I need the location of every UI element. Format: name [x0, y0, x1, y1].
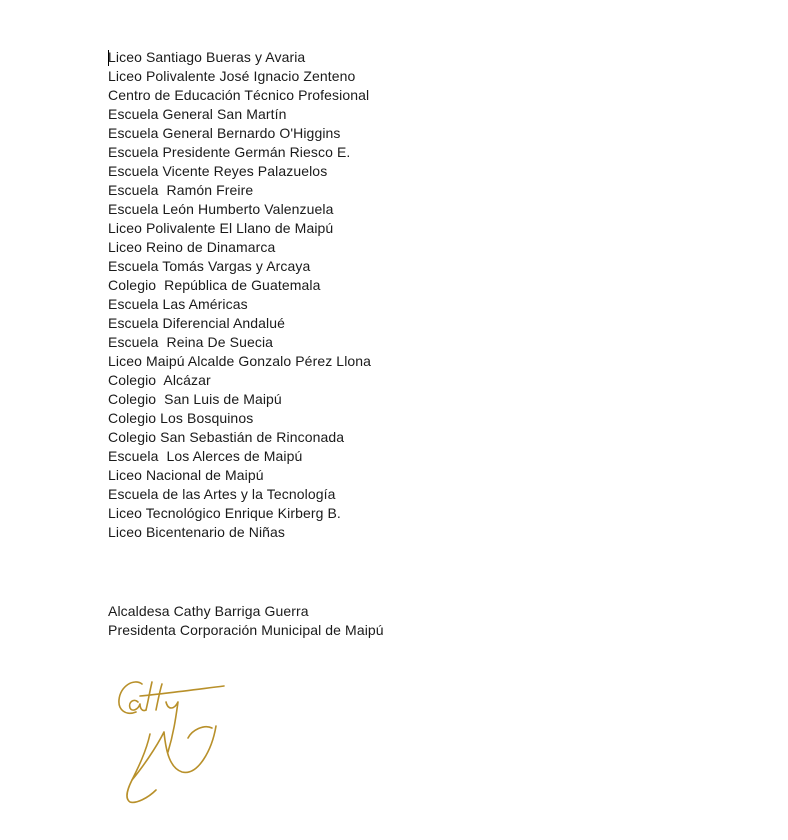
school-list-item: Liceo Santiago Bueras y Avaria — [108, 49, 306, 65]
school-list-item: Escuela Las Américas — [108, 296, 248, 312]
school-list-item: Escuela León Humberto Valenzuela — [108, 201, 334, 217]
school-list-item: Escuela de las Artes y la Tecnología — [108, 486, 336, 502]
school-list-item: Escuela Vicente Reyes Palazuelos — [108, 163, 328, 179]
school-list-item: Colegio República de Guatemala — [108, 277, 321, 293]
school-list-item: Escuela Los Alerces de Maipú — [108, 448, 303, 464]
school-list-item: Colegio Los Bosquinos — [108, 410, 254, 426]
school-list-item: Escuela General San Martín — [108, 106, 287, 122]
school-list-item: Escuela Presidente Germán Riesco E. — [108, 144, 351, 160]
signatory-name: Alcaldesa Cathy Barriga Guerra — [108, 603, 309, 619]
school-list-item: Colegio Alcázar — [108, 372, 211, 388]
school-list-item: Escuela General Bernardo O'Higgins — [108, 125, 341, 141]
school-list-item: Liceo Tecnológico Enrique Kirberg B. — [108, 505, 341, 521]
school-list-item: Liceo Maipú Alcalde Gonzalo Pérez Llona — [108, 353, 372, 369]
school-list-item: Liceo Reino de Dinamarca — [108, 239, 276, 255]
school-list-item: Colegio San Sebastián de Rinconada — [108, 429, 345, 445]
school-list-item: Escuela Diferencial Andalué — [108, 315, 286, 331]
signatory-block — [108, 602, 384, 640]
school-list — [108, 48, 371, 542]
school-list-item: Escuela Ramón Freire — [108, 182, 254, 198]
school-list-item: Escuela Tomás Vargas y Arcaya — [108, 258, 311, 274]
school-list-item: Liceo Polivalente El Llano de Maipú — [108, 220, 334, 236]
signatory-title: Presidenta Corporación Municipal de Maipú — [108, 622, 384, 638]
handwritten-signature — [112, 672, 232, 812]
school-list-item: Liceo Bicentenario de Niñas — [108, 524, 286, 540]
school-list-item: Colegio San Luis de Maipú — [108, 391, 282, 407]
school-list-item: Centro de Educación Técnico Profesional — [108, 87, 370, 103]
school-list-item: Liceo Nacional de Maipú — [108, 467, 264, 483]
school-list-item: Liceo Polivalente José Ignacio Zenteno — [108, 68, 356, 84]
school-list-item: Escuela Reina De Suecia — [108, 334, 274, 350]
